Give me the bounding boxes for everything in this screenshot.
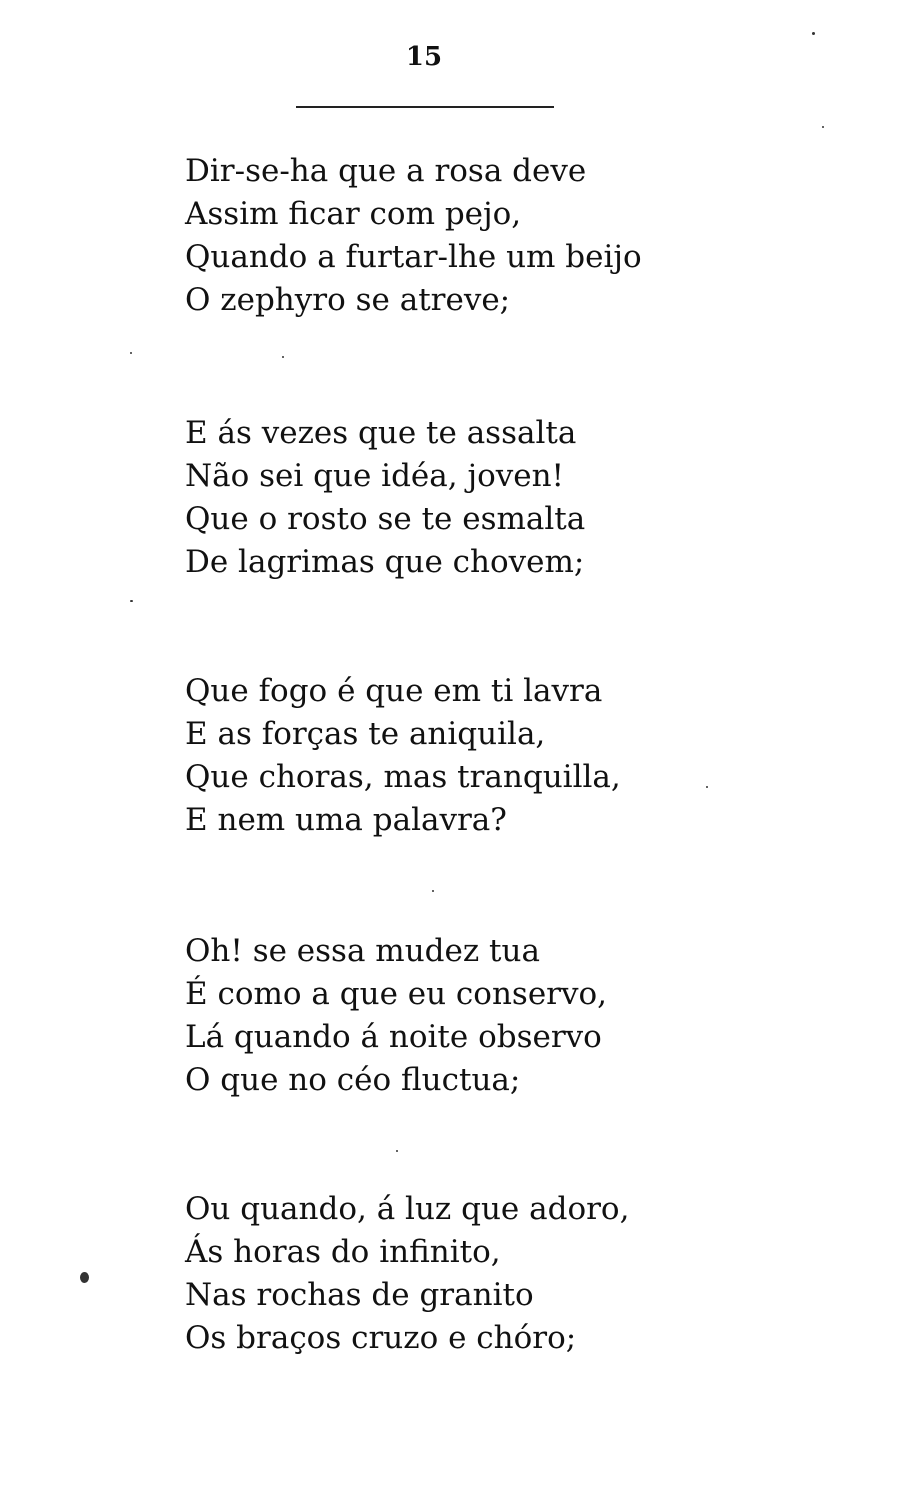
verse-line: Que o rosto se te esmalta bbox=[185, 501, 586, 537]
verse-line: Que fogo é que em ti lavra bbox=[185, 673, 603, 709]
verse-line: O que no céo fluctua; bbox=[185, 1062, 521, 1098]
stanza-2 bbox=[185, 412, 585, 584]
stanza-4 bbox=[185, 930, 607, 1102]
verse-line: Que choras, mas tranquilla, bbox=[185, 759, 621, 795]
verse-line: Ás horas do infinito, bbox=[185, 1234, 501, 1270]
scan-speck bbox=[282, 356, 284, 358]
verse-line: Oh! se essa mudez tua bbox=[185, 933, 540, 969]
scan-speck bbox=[130, 352, 132, 354]
stanza-1 bbox=[185, 150, 642, 322]
scan-speck bbox=[706, 786, 708, 788]
verse-line: É como a que eu conservo, bbox=[185, 976, 608, 1012]
page-number: 15 bbox=[405, 42, 443, 72]
verse-line: E nem uma palavra? bbox=[185, 802, 507, 838]
verse-line: De lagrimas que chovem; bbox=[185, 544, 585, 580]
verse-line: Não sei que idéa, joven! bbox=[185, 458, 565, 494]
verse-line: Dir-se-ha que a rosa deve bbox=[185, 153, 587, 189]
verse-line: Ou quando, á luz que adoro, bbox=[185, 1191, 630, 1227]
verse-line: E as forças te aniquila, bbox=[185, 716, 546, 752]
scan-speck bbox=[396, 1150, 398, 1152]
header-rule bbox=[296, 106, 554, 108]
verse-line: O zephyro se atreve; bbox=[185, 282, 511, 318]
scan-speck bbox=[130, 600, 133, 602]
stanza-5 bbox=[185, 1188, 629, 1360]
verse-line: Lá quando á noite observo bbox=[185, 1019, 602, 1055]
scan-speck bbox=[812, 32, 815, 35]
verse-line: E ás vezes que te assalta bbox=[185, 415, 577, 451]
scan-speck bbox=[80, 1272, 89, 1283]
scan-speck bbox=[432, 890, 434, 892]
stanza-3 bbox=[185, 670, 621, 842]
verse-line: Assim ficar com pejo, bbox=[185, 196, 522, 232]
verse-line: Quando a furtar-lhe um beijo bbox=[185, 239, 642, 275]
verse-line: Nas rochas de granito bbox=[185, 1277, 534, 1313]
scan-speck bbox=[822, 126, 824, 128]
verse-line: Os braços cruzo e chóro; bbox=[185, 1320, 577, 1356]
